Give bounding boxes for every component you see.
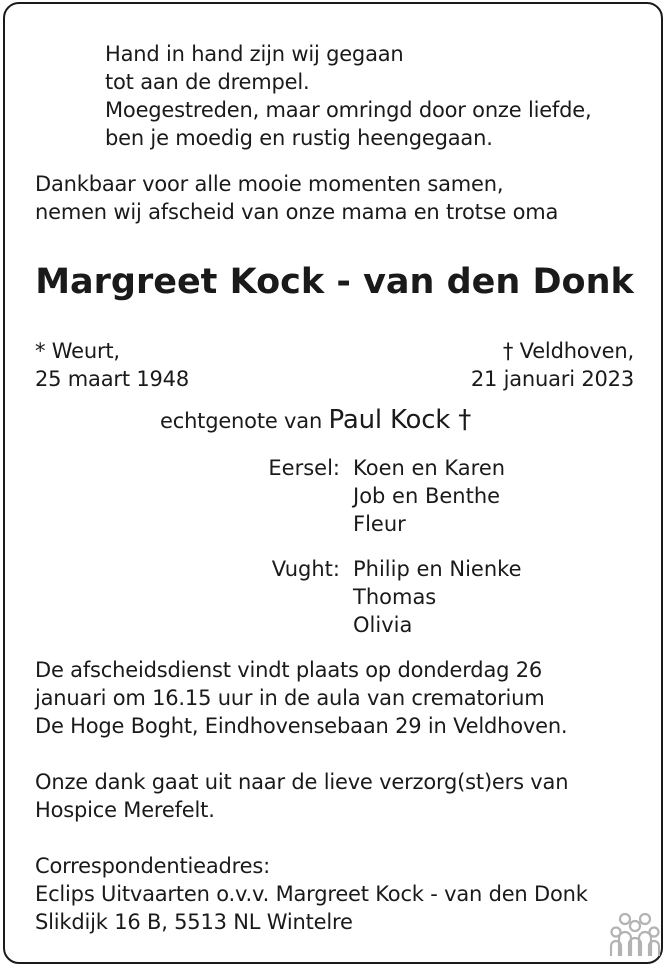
family-member: Olivia bbox=[353, 613, 413, 637]
service-line: De afscheidsdienst vindt plaats op donderdag 26 bbox=[35, 658, 543, 682]
birth-info bbox=[35, 337, 189, 393]
correspondence-line: Eclips Uitvaarten o.v.v. Margreet Kock - van den Donk bbox=[35, 882, 588, 906]
thanks-text bbox=[35, 768, 568, 824]
family-members bbox=[353, 454, 505, 538]
poem-line: ben je moedig en rustig heengegaan. bbox=[105, 126, 493, 150]
family-member: Job en Benthe bbox=[353, 484, 501, 508]
spouse-line bbox=[160, 406, 471, 435]
service-line: januari om 16.15 uur in de aula van crematorium bbox=[35, 686, 545, 710]
spouse-prefix: echtgenote van bbox=[160, 409, 329, 433]
family-member: Thomas bbox=[353, 585, 437, 609]
family-group bbox=[250, 454, 522, 538]
death-place: † Veldhoven, bbox=[502, 339, 634, 363]
spouse-name: Paul Kock † bbox=[328, 405, 472, 435]
thanks-line: Hospice Merefelt. bbox=[35, 798, 215, 822]
poem-line: Moegestreden, maar omringd door onze liefde, bbox=[105, 98, 592, 122]
service-info bbox=[35, 656, 567, 740]
correspondence-line: Correspondentieadres: bbox=[35, 854, 270, 878]
intro-line: nemen wij afscheid van onze mama en trotse oma bbox=[35, 200, 559, 224]
correspondence-address bbox=[35, 852, 588, 936]
family-member: Fleur bbox=[353, 512, 406, 536]
birth-place: * Weurt, bbox=[35, 339, 120, 363]
poem bbox=[105, 40, 591, 152]
death-date: 21 januari 2023 bbox=[470, 367, 634, 391]
birth-date: 25 maart 1948 bbox=[35, 367, 189, 391]
death-info bbox=[471, 337, 634, 393]
poem-line: Hand in hand zijn wij gegaan bbox=[105, 42, 404, 66]
family-place: Vught: bbox=[271, 557, 340, 581]
intro-line: Dankbaar voor alle mooie momenten samen, bbox=[35, 172, 504, 196]
family-member: Philip en Nienke bbox=[353, 557, 522, 581]
family-place: Eersel: bbox=[268, 456, 340, 480]
thanks-line: Onze dank gaat uit naar de lieve verzorg(st)ers van bbox=[35, 770, 569, 794]
service-line: De Hoge Boght, Eindhovensebaan 29 in Veldhoven. bbox=[35, 714, 568, 738]
family-list bbox=[250, 454, 522, 656]
poem-line: tot aan de drempel. bbox=[105, 70, 310, 94]
deceased-name: Margreet Kock - van den Donk bbox=[35, 262, 634, 302]
people-logo-icon bbox=[608, 910, 662, 958]
family-members bbox=[353, 555, 522, 639]
intro-text bbox=[35, 170, 558, 226]
family-group bbox=[250, 555, 522, 639]
correspondence-line: Slikdijk 16 B, 5513 NL Wintelre bbox=[35, 910, 353, 934]
family-member: Koen en Karen bbox=[353, 456, 506, 480]
